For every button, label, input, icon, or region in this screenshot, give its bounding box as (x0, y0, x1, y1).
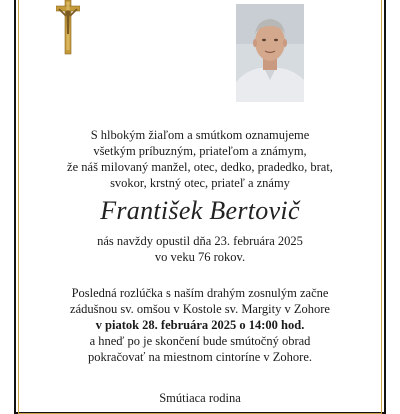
deceased-name: František Bertovič (100, 196, 300, 225)
portrait-photo (236, 4, 304, 102)
farewell-line: zádušnou sv. omšou v Kostole sv. Margity v Zohore (70, 302, 330, 316)
intro-line: že náš milovaný manžel, otec, dedko, pradedko, brat, (67, 160, 333, 174)
death-line: vo veku 76 rokov. (154, 250, 246, 264)
farewell-line: a hneď po je skončení bude smútočný obrad (89, 334, 311, 348)
farewell-date-line: v piatok 28. februára 2025 o 14:00 hod. (95, 318, 305, 332)
intro-line: svokor, krstný otec, priateľ a známy (110, 176, 290, 190)
crucifix-icon (56, 0, 80, 56)
farewell-line: pokračovať na miestnom cintoríne v Zohore. (87, 350, 313, 364)
signature: Smútiaca rodina (159, 391, 241, 405)
intro-line: S hlbokým žiaľom a smútkom oznamujeme (90, 128, 310, 142)
farewell-line: Posledná rozlúčka s naším drahým zosnulým začne (71, 286, 329, 300)
intro-line: všetkým príbuzným, priateľom a známym, (93, 144, 307, 158)
death-line: nás navždy opustil dňa 23. februára 2025 (97, 234, 303, 248)
